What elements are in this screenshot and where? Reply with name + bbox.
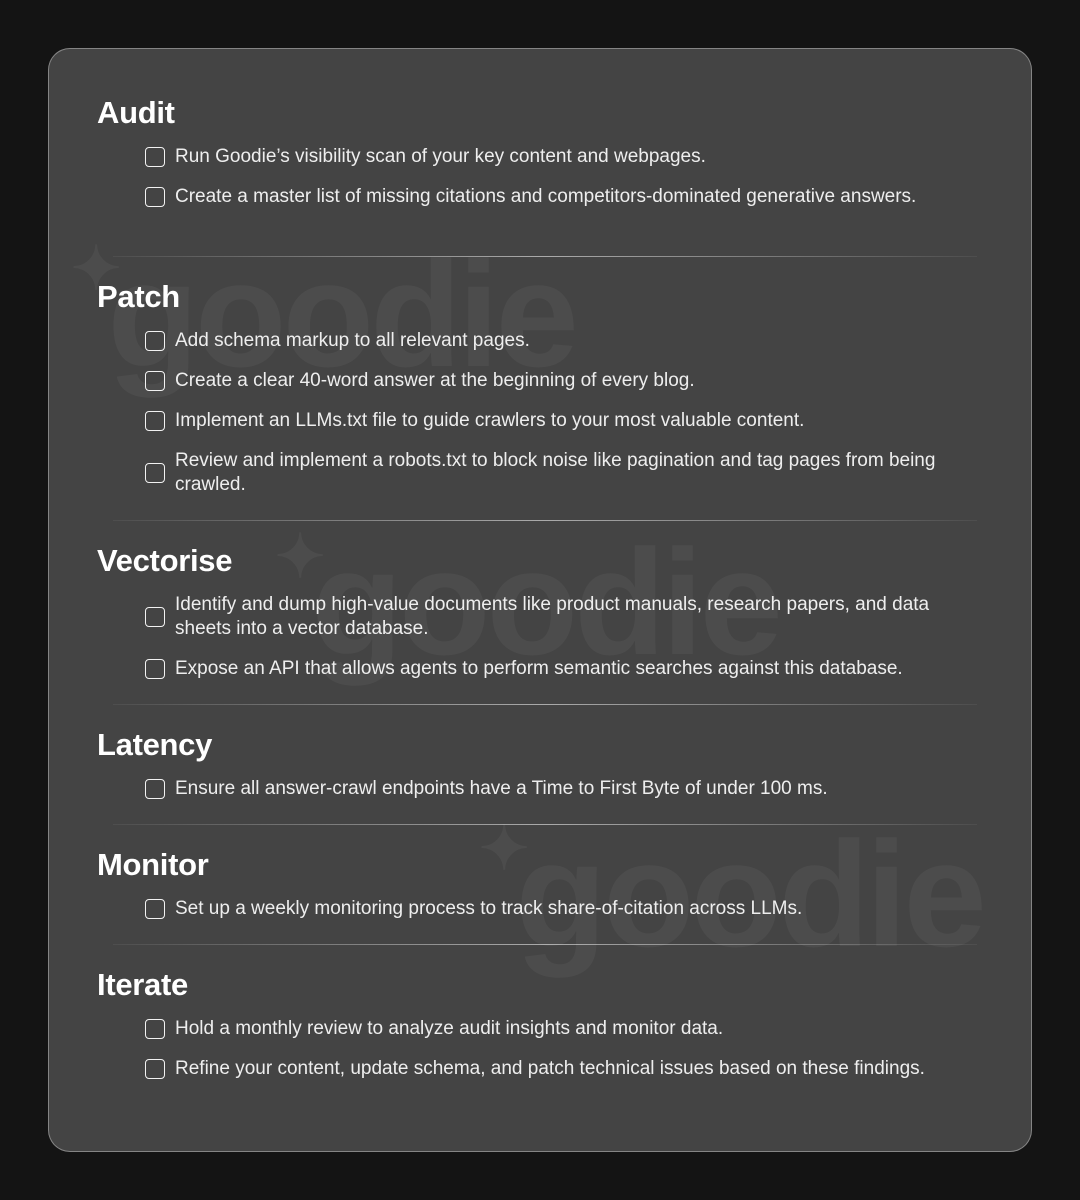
- checklist-item[interactable]: [145, 657, 985, 681]
- checklist-item[interactable]: [145, 777, 985, 801]
- section-divider: [113, 704, 977, 705]
- item-label: Create a master list of missing citations and competitors-dominated generative answers.: [175, 186, 917, 207]
- checkbox[interactable]: [145, 463, 165, 483]
- section-divider: [113, 824, 977, 825]
- checklist-item[interactable]: [145, 593, 985, 641]
- item-label: Run Goodie’s visibility scan of your key content and webpages.: [175, 146, 706, 167]
- item-label: Ensure all answer-crawl endpoints have a Time to First Byte of under 100 ms.: [175, 778, 828, 799]
- section-title-patch: Patch: [97, 279, 180, 314]
- goodie-watermark: [479, 819, 983, 969]
- checkbox[interactable]: [145, 411, 165, 431]
- checkbox[interactable]: [145, 607, 165, 627]
- section-divider: [113, 256, 977, 257]
- item-label: Expose an API that allows agents to perform semantic searches against this database.: [175, 658, 903, 679]
- item-label: Implement an LLMs.txt file to guide crawlers to your most valuable content.: [175, 410, 805, 431]
- section-title-iterate: Iterate: [97, 967, 188, 1002]
- checklist-item[interactable]: [145, 409, 985, 433]
- checkbox[interactable]: [145, 899, 165, 919]
- section-title-vectorise: Vectorise: [97, 543, 233, 578]
- checklist-item[interactable]: [145, 185, 985, 209]
- checklist-item[interactable]: [145, 329, 985, 353]
- item-label: Set up a weekly monitoring process to track share-of-citation across LLMs.: [175, 898, 803, 919]
- checkbox[interactable]: [145, 187, 165, 207]
- section-title-monitor: Monitor: [97, 847, 209, 882]
- checklist-item[interactable]: [145, 145, 985, 169]
- checklist-item[interactable]: [145, 369, 985, 393]
- item-label: Identify and dump high-value documents like product manuals, research papers, and data sheets into a vector database.: [175, 594, 930, 639]
- checkbox[interactable]: [145, 779, 165, 799]
- sparkle-icon: [275, 527, 321, 587]
- section-title-audit: Audit: [97, 95, 175, 130]
- item-label: Hold a monthly review to analyze audit insights and monitor data.: [175, 1018, 724, 1039]
- checkbox[interactable]: [145, 1059, 165, 1079]
- checkbox[interactable]: [145, 371, 165, 391]
- checkbox[interactable]: [145, 1019, 165, 1039]
- item-label: Review and implement a robots.txt to block noise like pagination and tag pages from being crawled.: [175, 450, 936, 495]
- checklist-item[interactable]: [145, 449, 985, 497]
- section-title-latency: Latency: [97, 727, 213, 762]
- item-label: Create a clear 40-word answer at the beginning of every blog.: [175, 370, 695, 391]
- checkbox[interactable]: [145, 147, 165, 167]
- section-divider: [113, 520, 977, 521]
- checkbox[interactable]: [145, 659, 165, 679]
- checklist-item[interactable]: [145, 1057, 985, 1081]
- section-divider: [113, 944, 977, 945]
- checklist-item[interactable]: [145, 897, 985, 921]
- checklist-item[interactable]: [145, 1017, 985, 1041]
- sparkle-icon: [479, 819, 525, 879]
- checklist-card: [48, 48, 1032, 1152]
- item-label: Refine your content, update schema, and patch technical issues based on these findings.: [175, 1058, 925, 1079]
- checkbox[interactable]: [145, 331, 165, 351]
- item-label: Add schema markup to all relevant pages.: [175, 330, 530, 351]
